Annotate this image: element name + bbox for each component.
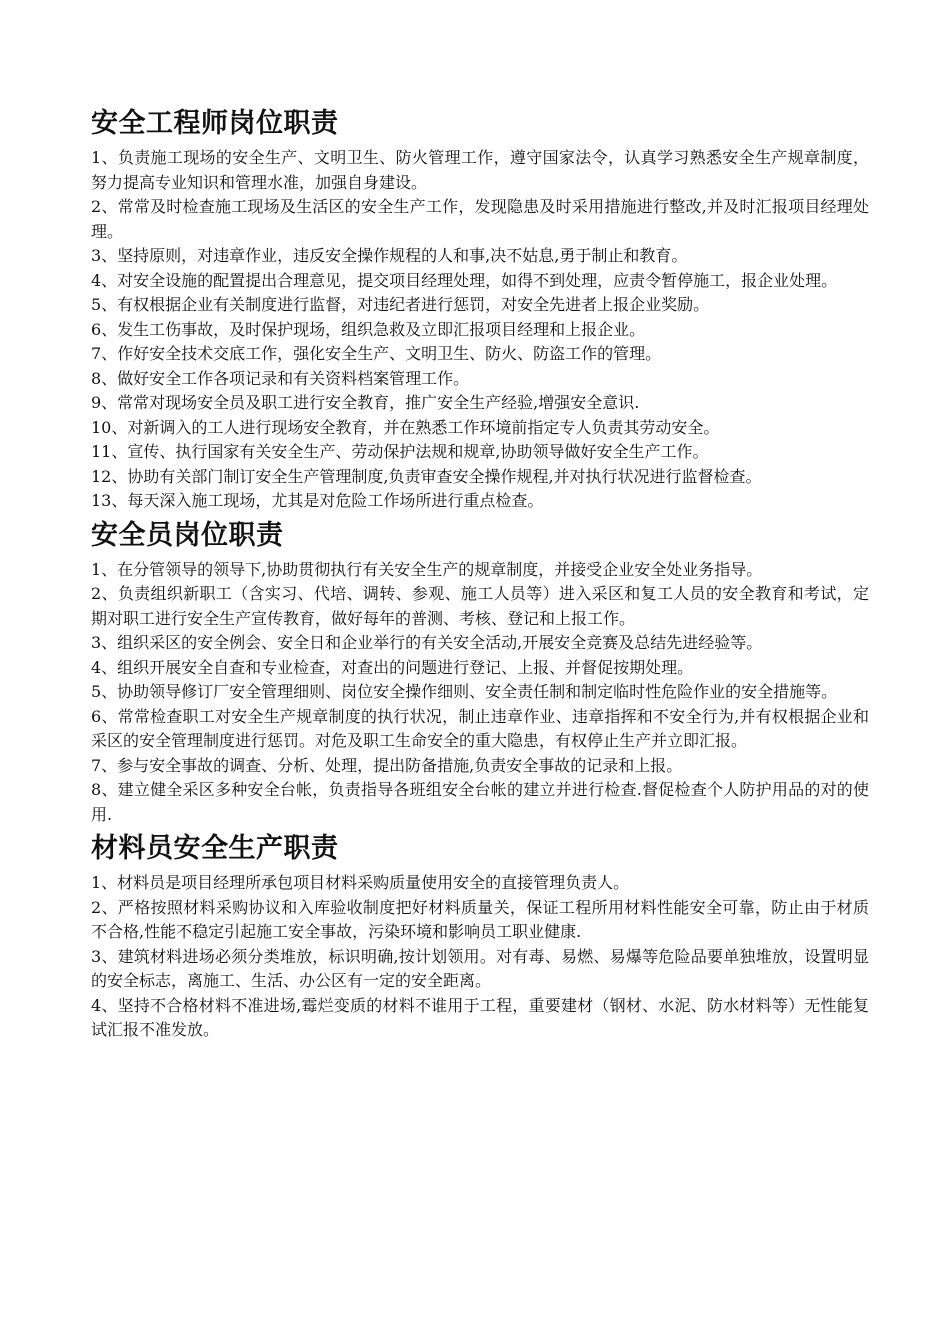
duty-list: [91, 558, 869, 828]
duty-item: 4、对安全设施的配置提出合理意见，提交项目经理处理，如得不到处理，应责令暂停施工，报企业处理。: [91, 270, 838, 290]
duty-item: 13、每天深入施工现场，尤其是对危险工作场所进行重点检查。: [91, 491, 544, 510]
duty-list: [91, 871, 869, 1043]
duty-item: 8、建立健全采区多种安全台帐，负责指导各班组安全台帐的建立并进行检查.督促检查个人防护用品的对的使用.: [91, 780, 869, 824]
duty-item: 3、坚持原则，对违章作业，违反安全操作规程的人和事,决不姑息,勇于制止和教育。: [91, 246, 688, 265]
section-safety-engineer: [91, 104, 869, 514]
duty-item: 3、建筑材料进场必须分类堆放，标识明确,按计划领用。对有毒、易燃、易爆等危险品要单独堆放，设置明显的安全标志，离施工、生活、办公区有一定的安全距离。: [91, 946, 869, 990]
duty-item: 4、组织开展安全自查和专业检查，对查出的问题进行登记、上报、并督促按期处理。: [91, 657, 694, 677]
section-title: 材料员安全生产职责: [91, 833, 339, 864]
duty-item: 6、常常检查职工对安全生产规章制度的执行状况，制止违章作业、违章指挥和不安全行为,并有权根据企业和采区的安全管理制度进行惩罚。对危及职工生命安全的重大隐患，有权停止生产并立即汇报。: [91, 706, 869, 750]
duty-item: 12、协助有关部门制订安全生产管理制度,负责审查安全操作规程,并对执行状况进行监督检查。: [91, 466, 762, 486]
duty-item: 1、在分管领导的领导下,协助贯彻执行有关安全生产的规章制度，并接受企业安全处业务指导。: [91, 559, 763, 579]
duty-item: 4、坚持不合格材料不准进场,霉烂变质的材料不谁用于工程，重要建材（钢材、水泥、防水材料等）无性能复试汇报不准发放。: [91, 995, 869, 1039]
duty-item: 2、常常及时检查施工现场及生活区的安全生产工作，发现隐患及时采用措施进行整改,并及时汇报项目经理处理。: [91, 197, 869, 241]
duty-item: 1、负责施工现场的安全生产、文明卫生、防火管理工作，遵守国家法令，认真学习熟悉安全生产规章制度，努力提高专业知识和管理水准，加强自身建设。: [91, 148, 869, 192]
duty-item: 6、发生工伤事故，及时保护现场，组织急救及立即汇报项目经理和上报企业。: [91, 319, 646, 339]
duty-item: 7、作好安全技术交底工作，强化安全生产、文明卫生、防火、防盗工作的管理。: [91, 344, 662, 363]
document-page: [91, 104, 869, 1045]
duty-item: 5、协助领导修订厂安全管理细则、岗位安全操作细则、安全责任制和制定临时性危险作业的安全措施等。: [91, 682, 838, 701]
section-material-clerk: [91, 829, 869, 1043]
duty-item: 11、宣传、执行国家有关安全生产、劳动保护法规和规章,协助领导做好安全生产工作。: [91, 442, 709, 461]
duty-item: 3、组织采区的安全例会、安全日和企业举行的有关安全活动,开展安全竞赛及总结先进经验等。: [91, 633, 763, 652]
duty-item: 8、做好安全工作各项记录和有关资料档案管理工作。: [91, 368, 470, 388]
section-safety-officer: [91, 516, 869, 828]
duty-item: 1、材料员是项目经理所承包项目材料采购质量使用安全的直接管理负责人。: [91, 873, 630, 892]
duty-item: 2、严格按照材料采购协议和入库验收制度把好材料质量关，保证工程所用材料性能安全可靠，防止由于材质不合格,性能不稳定引起施工安全事故，污染环境和影响员工职业健康.: [91, 897, 869, 941]
duty-item: 9、常常对现场安全员及职工进行安全教育，推广安全生产经验,增强安全意识.: [91, 393, 640, 412]
section-title: 安全员岗位职责: [91, 519, 284, 551]
section-title: 安全工程师岗位职责: [91, 108, 339, 139]
duty-list: [91, 146, 869, 514]
duty-item: 10、对新调入的工人进行现场安全教育，并在熟悉工作环境前指定专人负责其劳动安全。: [91, 417, 720, 437]
duty-item: 7、参与安全事故的调查、分析、处理，提出防备措施,负责安全事故的记录和上报。: [91, 755, 683, 775]
duty-item: 5、有权根据企业有关制度进行监督，对违纪者进行惩罚，对安全先进者上报企业奖励。: [91, 295, 710, 314]
duty-item: 2、负责组织新职工（含实习、代培、调转、参观、施工人员等）进入采区和复工人员的安全教育和考试，定期对职工进行安全生产宣传教育，做好每年的普测、考核、登记和上报工作。: [91, 584, 869, 628]
